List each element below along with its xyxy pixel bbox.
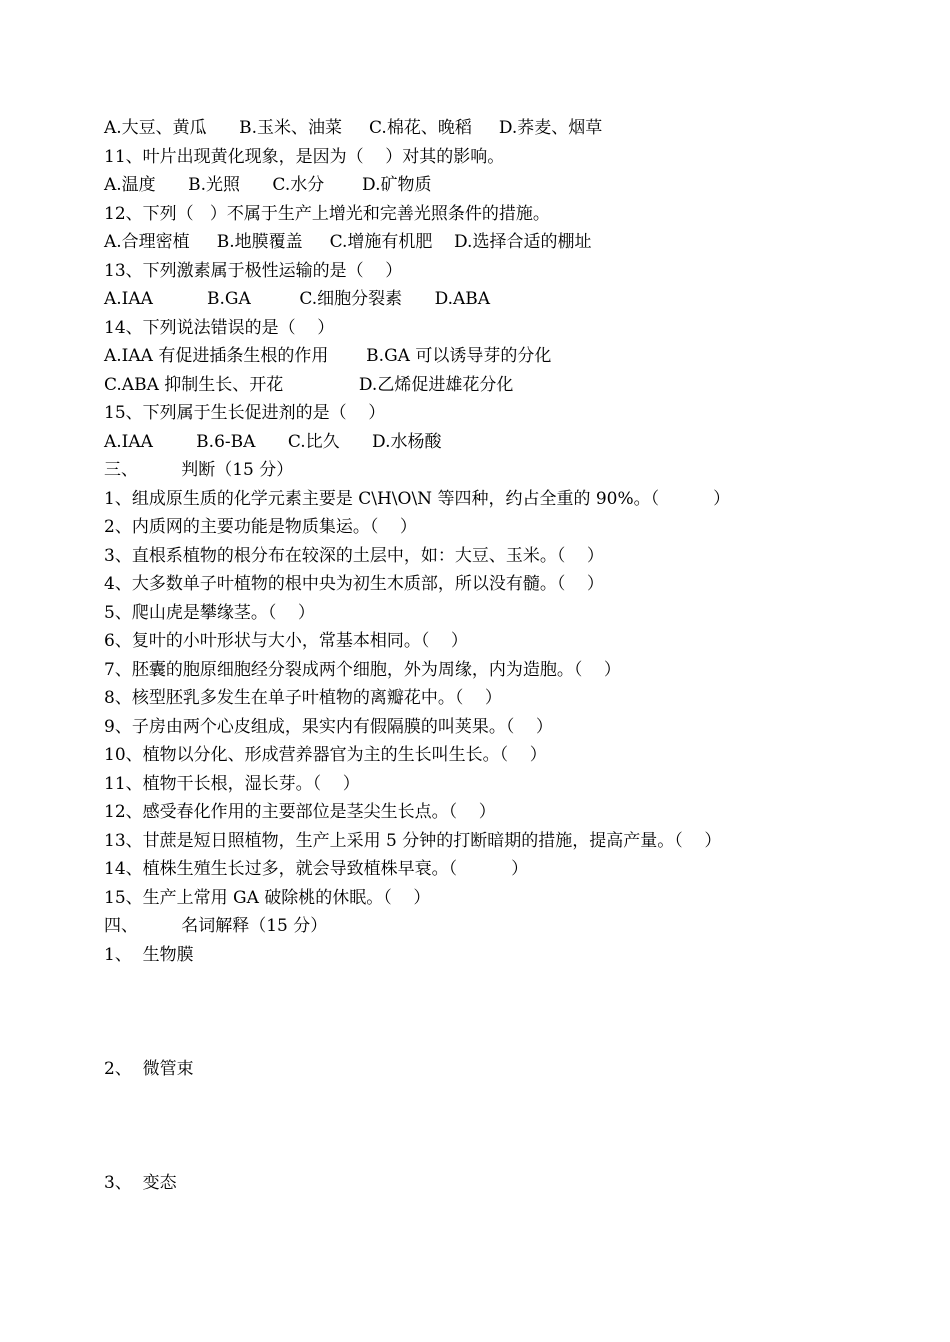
- judge-item-12: 12、感受春化作用的主要部位是茎尖生长点。（ ）: [104, 802, 496, 822]
- judge-item-11: 11、植物干长根，湿长芽。（ ）: [104, 773, 360, 794]
- q14-options-ab: A.IAA 有促进插条生根的作用 B.GA 可以诱导芽的分化: [104, 346, 552, 366]
- q15-text: 15、下列属于生长促进剂的是（ ）: [104, 403, 386, 423]
- q12-text: 12、下列（ ）不属于生产上增光和完善光照条件的措施。: [104, 203, 550, 224]
- answer-space-1: [104, 969, 904, 1026]
- q13-text: 13、下列激素属于极性运输的是（ ）: [104, 260, 403, 281]
- q11-options: A.温度 B.光照 C.水分 D.矿物质: [104, 175, 432, 195]
- judge-item-15: 15、生产上常用 GA 破除桃的休眠。（ ）: [104, 887, 431, 908]
- q14-text: 14、下列说法错误的是（ ）: [104, 317, 335, 338]
- judge-item-14: 14、植株生殖生长过多，就会导致植株早衰。（ ）: [104, 859, 529, 879]
- q12-options: A.合理密植 B.地膜覆盖 C.增施有机肥 D.选择合适的棚址: [104, 232, 592, 252]
- judge-item-5: 5、爬山虎是攀缘茎。（ ）: [104, 602, 315, 623]
- judge-item-6: 6、复叶的小叶形状与大小，常基本相同。（ ）: [104, 631, 468, 651]
- judge-item-1: 1、组成原生质的化学元素主要是 C\H\O\N 等四种，约占全重的 90%。（ ）: [104, 488, 731, 509]
- section-3-heading: 三、 判断（15 分）: [104, 460, 294, 480]
- term-item-2: 2、 微管束: [104, 1058, 194, 1079]
- judge-item-9: 9、子房由两个心皮组成，果实内有假隔膜的叫荚果。（ ）: [104, 716, 553, 737]
- judge-item-8: 8、核型胚乳多发生在单子叶植物的离瓣花中。（ ）: [104, 688, 502, 708]
- q14-options-cd: C.ABA 抑制生长、开花 D.乙烯促进雄花分化: [104, 374, 514, 395]
- q11-text: 11、叶片出现黄化现象，是因为（ ）对其的影响。: [104, 146, 505, 167]
- judge-item-10: 10、植物以分化、形成营养器官为主的生长叫生长。（ ）: [104, 745, 547, 765]
- judge-item-4: 4、大多数单子叶植物的根中央为初生木质部，所以没有髓。（ ）: [104, 574, 604, 594]
- answer-space-2: [104, 1083, 904, 1140]
- q15-options: A.IAA B.6-BA C.比久 D.水杨酸: [104, 431, 442, 452]
- judge-item-3: 3、直根系植物的根分布在较深的土层中，如：大豆、玉米。（ ）: [104, 545, 604, 566]
- q10-options: A.大豆、黄瓜 B.玉米、油菜 C.棉花、晚稻 D.荞麦、烟草: [104, 118, 603, 138]
- term-item-1: 1、 生物膜: [104, 944, 194, 965]
- section-4-heading: 四、 名词解释（15 分）: [104, 916, 328, 936]
- judge-item-2: 2、内质网的主要功能是物质集运。（ ）: [104, 517, 417, 537]
- judge-item-13: 13、甘蔗是短日照植物，生产上采用 5 分钟的打断暗期的措施，提高产量。（ ）: [104, 830, 722, 851]
- document-page: [104, 114, 904, 1197]
- q13-options: A.IAA B.GA C.细胞分裂素 D.ABA: [104, 289, 491, 309]
- term-item-3: 3、 变态: [104, 1172, 177, 1193]
- judge-item-7: 7、胚囊的胞原细胞经分裂成两个细胞，外为周缘，内为造胞。（ ）: [104, 659, 621, 680]
